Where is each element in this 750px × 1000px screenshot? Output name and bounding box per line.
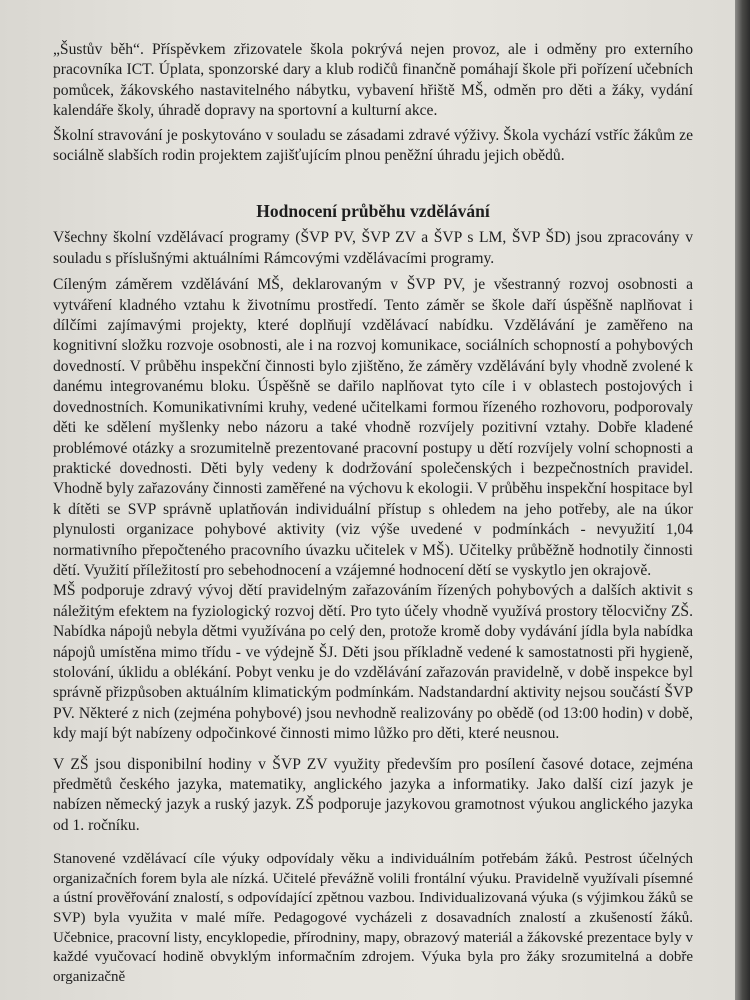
paragraph-intro-catering: Školní stravování je poskytováno v souladu se zásadami zdravé výživy. Škola vychází vstříc žákům ze sociálně slabších rodin projektem zajišťujícím plnou peněžní úhradu jejich obědů. — [53, 126, 693, 165]
page-edge-shadow — [735, 0, 750, 1000]
paragraph-zs-goals: Stanovené vzdělávací cíle výuky odpovídaly věku a individuálním potřebám žáků. Pestrost účelných organizačních forem byla ale nízká. Učitelé převážně volili frontální výuku. Pravidelně využívali písemné a ústní prověřování znalostí, s odpovídající zpětnou vazbou. Individualizovaná výuka (s výjimkou žáků se SVP) byla využita v malé míře. Pedagogové vycházeli z dosavadních znalostí a zkušeností žáků. Učebnice, pracovní listy, encyklopedie, přírodniny, mapy, obrazový materiál a žákovské prezentace byly v každé vyučovací hodině obvyklým informačním zdrojem. Výuka byla pro žáky srozumitelná a dobře organizačně — [53, 851, 693, 985]
document-content — [53, 40, 693, 987]
paragraph-zs-hours: V ZŠ jsou disponibilní hodiny v ŠVP ZV využity především pro posílení časové dotace, zejména předmětů českého jazyka, matematiky, anglického jazyka a informatiky. Jako další cizí jazyk je nabízen německý jazyk a ruský jazyk. ZŠ podporuje jazykovou gramotnost výukou anglického jazyka od 1. ročníku. — [53, 755, 693, 834]
paragraph-intro-funding: „Šustův běh“. Příspěvkem zřizovatele škola pokrývá nejen provoz, ale i odměny pro externího pracovníka ICT. Úplata, sponzorské dary a klub rodičů finančně pomáhají škole při pořízení učebních pomůcek, žákovského nastavitelného nábytku, vybavení hřiště MŠ, odměn pro děti a žáky, vydání kalendáře školy, úhradě dopravy na sportovní a kulturní akce. — [53, 41, 693, 120]
paragraph-programs: Všechny školní vzdělávací programy (ŠVP PV, ŠVP ZV a ŠVP s LM, ŠVP ŠD) jsou zpracovány v souladu s příslušnými aktuálními Rámcovými vzdělávacími programy. — [53, 229, 693, 267]
paragraph-ms-health: MŠ podporuje zdravý vývoj dětí pravidelným zařazováním řízených pohybových a dalších aktivit s náležitým efektem na fyziologický rozvoj dětí. Pro tyto účely vhodně využívá prostory tělocvičny ZŠ. Nabídka nápojů nebyla dětmi využívána po celý den, protože kromě doby vydávání jídla byla nabídka nápojů umístěna mimo třídu - ve výdejně ŠJ. Děti jsou příkladně vedené k samostatnosti při hygieně, stolování, úklidu a oblékání. Pobyt venku je do vzdělávání zařazován pravidelně, v době inspekce byl správně přizpůsoben aktuálním klimatickým podmínkám. Nadstandardní aktivity nejsou součástí ŠVP PV. Některé z nich (zejména pohybové) jsou nevhodně realizovány po obědě (od 13:00 hodin) v době, kdy mají být nabízeny odpočinkové činnosti mimo lůžko pro děti, které neusnou. — [53, 582, 693, 743]
section-title: Hodnocení průběhu vzdělávání — [256, 201, 490, 222]
paragraph-ms-goal: Cíleným záměrem vzdělávání MŠ, deklarovaným v ŠVP PV, je všestranný rozvoj osobnosti a vytváření kladného vztahu k životnímu prostředí. Tento záměr se škole daří úspěšně naplňovat i dílčími zajímavými projekty, které doplňují vzdělávací nabídku. Vzdělávání je zaměřeno na kognitivní složku rozvoje osobnosti, ale i na rozvoj komunikace, sociálních schopností a pohybových dovedností. V průběhu inspekční činnosti bylo zjištěno, že záměry vzdělávání byly vhodně zvolené k danému integrovanému bloku. Úspěšně se dařilo naplňovat tyto cíle i v oblastech postojových i dovednostních. Komunikativními kruhy, vedené učitelkami formou řízeného rozhovoru, podporovaly děti ke sdělení myšlenky nebo názoru a také vhodně rozvíjely pozitivní vztahy. Dobře kladené problémové otázky a srozumitelně prezentované pracovní postupy u dětí rozvíjely volní schopnosti a praktické dovednosti. Děti byly vedeny k dodržování společenských i bezpečnostních pravidel. Vhodně byly zařazovány činnosti zaměřené na výchovu k ekologii. V průběhu inspekční hospitace byl k dítěti se SVP správně uplatňován individuální přístup s ohledem na jeho potřeby, ale na úkor plynulosti organizace pohybové aktivity (viz výše uvedené v podmínkách - nevyužití 1,04 normativního přepočteného pracovního úvazku učitelek v MŠ). Učitelky průběžně hodnotily činnosti dětí. Využití příležitostí pro sebehodnocení a vzájemné hodnocení dětí se vyskytlo jen okrajově. — [53, 276, 693, 579]
section-heading-wrap — [53, 200, 693, 222]
